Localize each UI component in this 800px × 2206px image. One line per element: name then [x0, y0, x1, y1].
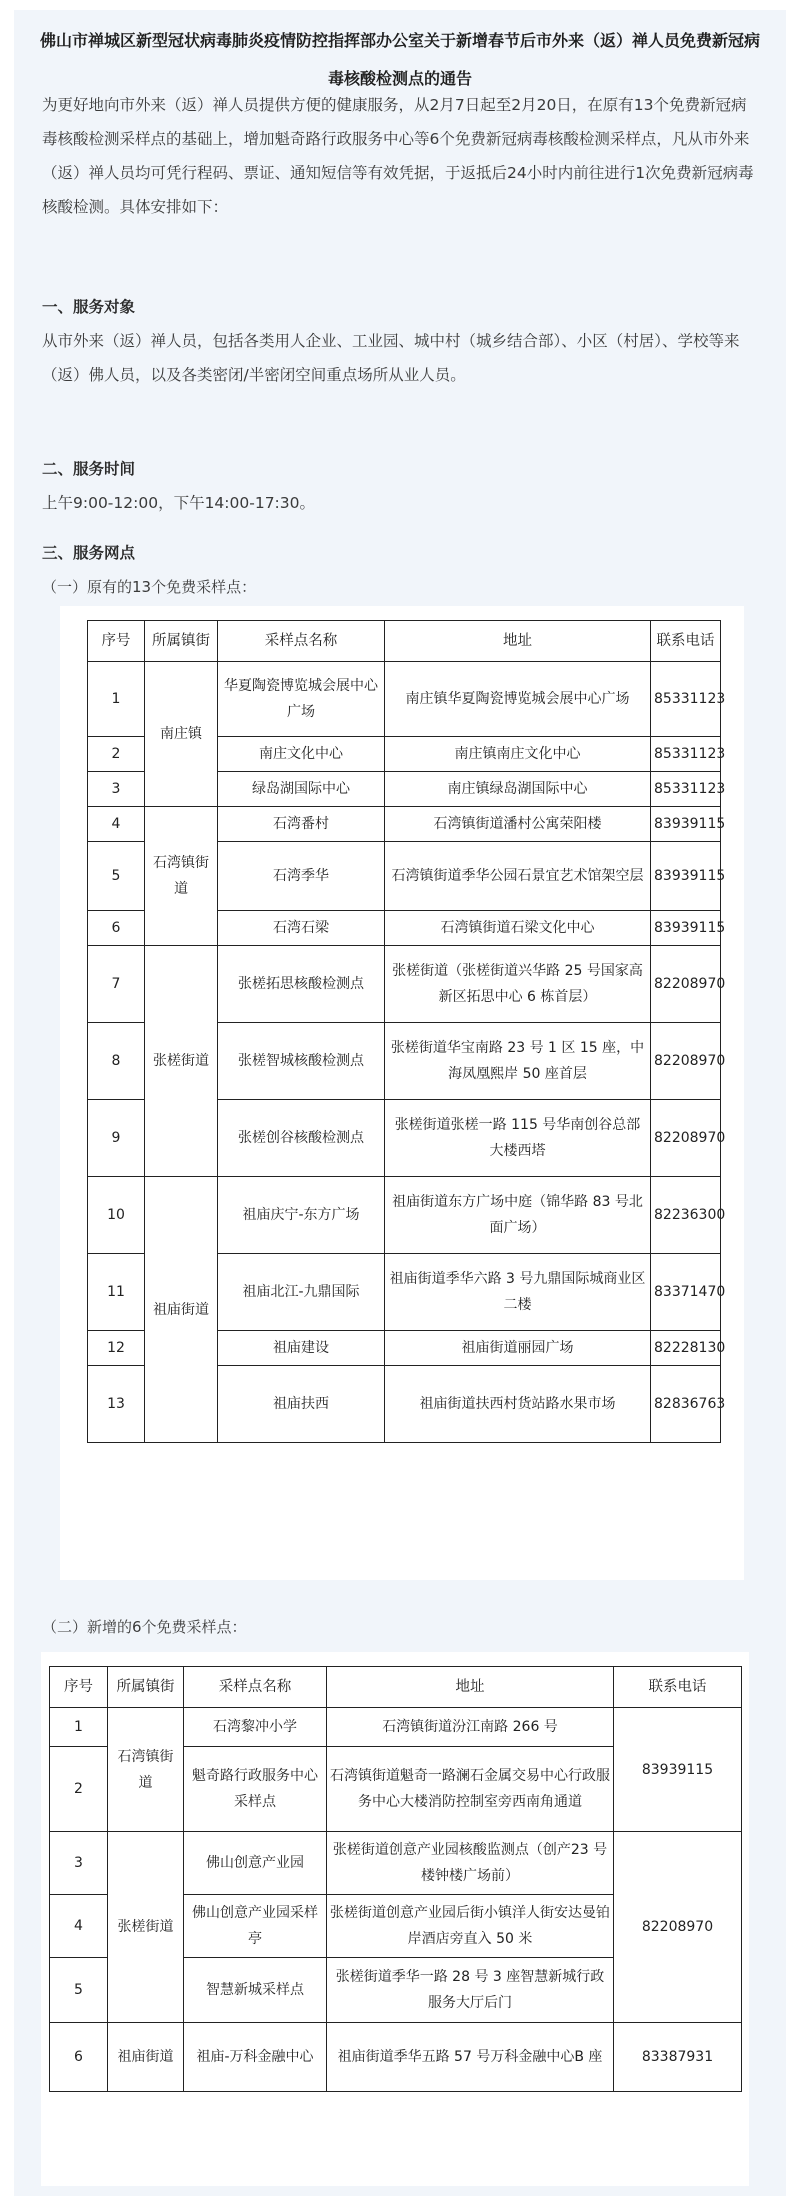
table2 [49, 1666, 742, 2092]
section2-heading: 二、服务时间 [42, 460, 136, 478]
section3-sub2: （二）新增的6个免费采样点： [42, 1618, 247, 1636]
site-name: 南庄文化中心 [218, 737, 385, 772]
site-address: 祖庙街道季华六路 3 号九鼎国际城商业区二楼 [385, 1254, 651, 1331]
contact-phone: 82208970 [651, 946, 721, 1023]
contact-phone: 83939115 [651, 911, 721, 946]
contact-phone: 82236300 [651, 1177, 721, 1254]
district-cell: 张槎街道 [108, 1832, 184, 2023]
site-name: 祖庙建设 [218, 1331, 385, 1366]
row-number: 1 [88, 662, 145, 737]
site-name: 祖庙扶西 [218, 1366, 385, 1443]
contact-phone: 85331123 [651, 737, 721, 772]
row-number: 2 [88, 737, 145, 772]
site-name: 祖庙北江-九鼎国际 [218, 1254, 385, 1331]
contact-phone: 83387931 [614, 2023, 742, 2092]
header-address: 地址 [327, 1667, 614, 1708]
row-number: 3 [50, 1832, 108, 1895]
site-name: 祖庙-万科金融中心 [184, 2023, 327, 2092]
table-row [88, 807, 721, 842]
site-name: 石湾石梁 [218, 911, 385, 946]
page-title: 佛山市禅城区新型冠状病毒肺炎疫情防控指挥部办公室关于新增春节后市外来（返）禅人员免费新冠病毒核酸检测点的通告 [39, 31, 760, 88]
site-address: 石湾镇街道魁奇一路澜石金属交易中心行政服务中心大楼消防控制室旁西南角通道 [327, 1747, 614, 1832]
contact-phone: 82208970 [651, 1023, 721, 1100]
site-address: 张槎街道季华一路 28 号 3 座智慧新城行政服务大厅后门 [327, 1958, 614, 2023]
contact-phone: 82208970 [651, 1100, 721, 1177]
site-address: 南庄镇南庄文化中心 [385, 737, 651, 772]
site-address: 南庄镇华夏陶瓷博览城会展中心广场 [385, 662, 651, 737]
intro-paragraph: 为更好地向市外来（返）禅人员提供方便的健康服务，从2月7日起至2月20日，在原有13个免费新冠病毒核酸检测采样点的基础上，增加魁奇路行政服务中心等6个免费新冠病毒核酸检测采样点，凡从市外来（返）禅人员均可凭行程码、票证、通知短信等有效凭据，于返抵后24小时内前往进行1次免费新冠病毒核酸检测。具体安排如下： [42, 96, 754, 216]
contact-phone: 83939115 [651, 807, 721, 842]
site-address: 石湾镇街道石梁文化中心 [385, 911, 651, 946]
site-address: 张槎街道创意产业园核酸监测点（创产23 号楼钟楼广场前） [327, 1832, 614, 1895]
contact-phone: 83371470 [651, 1254, 721, 1331]
table-header-row [50, 1667, 742, 1708]
site-address: 祖庙街道东方广场中庭（锦华路 83 号北面广场） [385, 1177, 651, 1254]
contact-phone: 83939115 [651, 842, 721, 911]
row-number: 5 [50, 1958, 108, 2023]
site-address: 石湾镇街道潘村公寓荣阳楼 [385, 807, 651, 842]
section3-sub1: （一）原有的13个免费采样点： [42, 578, 257, 596]
header-no: 序号 [88, 621, 145, 662]
site-address: 祖庙街道丽园广场 [385, 1331, 651, 1366]
row-number: 4 [50, 1895, 108, 1958]
site-address: 祖庙街道扶西村货站路水果市场 [385, 1366, 651, 1443]
header-site-name: 采样点名称 [184, 1667, 327, 1708]
table2-card [41, 1652, 749, 2186]
row-number: 6 [88, 911, 145, 946]
site-address: 张槎街道张槎一路 115 号华南创谷总部大楼西塔 [385, 1100, 651, 1177]
site-name: 石湾番村 [218, 807, 385, 842]
row-number: 13 [88, 1366, 145, 1443]
row-number: 12 [88, 1331, 145, 1366]
site-address: 南庄镇绿岛湖国际中心 [385, 772, 651, 807]
table-header-row [88, 621, 721, 662]
site-address: 张槎街道创意产业园后街小镇洋人街安达曼铂岸酒店旁直入 50 米 [327, 1895, 614, 1958]
section3-heading: 三、服务网点 [42, 544, 136, 562]
site-name: 石湾季华 [218, 842, 385, 911]
table-row [88, 946, 721, 1023]
row-number: 3 [88, 772, 145, 807]
contact-phone: 82836763 [651, 1366, 721, 1443]
row-number: 11 [88, 1254, 145, 1331]
site-address: 张槎街道（张槎街道兴华路 25 号国家高新区拓思中心 6 栋首层） [385, 946, 651, 1023]
header-district: 所属镇街 [108, 1667, 184, 1708]
site-name: 绿岛湖国际中心 [218, 772, 385, 807]
notice-page [14, 10, 786, 2196]
row-number: 7 [88, 946, 145, 1023]
site-name: 佛山创意产业园 [184, 1832, 327, 1895]
district-cell: 祖庙街道 [108, 2023, 184, 2092]
row-number: 2 [50, 1747, 108, 1832]
site-name: 张槎拓思核酸检测点 [218, 946, 385, 1023]
row-number: 5 [88, 842, 145, 911]
table-row [50, 1832, 742, 1895]
site-name: 佛山创意产业园采样亭 [184, 1895, 327, 1958]
district-cell: 张槎街道 [145, 946, 218, 1177]
site-address: 石湾镇街道汾江南路 266 号 [327, 1708, 614, 1747]
row-number: 10 [88, 1177, 145, 1254]
site-name: 祖庙庆宁-东方广场 [218, 1177, 385, 1254]
site-name: 智慧新城采样点 [184, 1958, 327, 2023]
site-address: 张槎街道华宝南路 23 号 1 区 15 座，中海凤凰熙岸 50 座首层 [385, 1023, 651, 1100]
table-row [88, 662, 721, 737]
site-name: 石湾黎冲小学 [184, 1708, 327, 1747]
contact-phone: 82208970 [614, 1832, 742, 2023]
district-cell: 南庄镇 [145, 662, 218, 807]
table-row [50, 1708, 742, 1747]
site-name: 张槎智城核酸检测点 [218, 1023, 385, 1100]
row-number: 8 [88, 1023, 145, 1100]
contact-phone: 85331123 [651, 772, 721, 807]
site-name: 魁奇路行政服务中心采样点 [184, 1747, 327, 1832]
row-number: 9 [88, 1100, 145, 1177]
table-row [50, 2023, 742, 2092]
header-phone: 联系电话 [614, 1667, 742, 1708]
district-cell: 祖庙街道 [145, 1177, 218, 1443]
table1-card [60, 606, 744, 1580]
site-address: 祖庙街道季华五路 57 号万科金融中心B 座 [327, 2023, 614, 2092]
contact-phone: 82228130 [651, 1331, 721, 1366]
section1-body: 从市外来（返）禅人员，包括各类用人企业、工业园、城中村（城乡结合部）、小区（村居）、学校等来（返）佛人员，以及各类密闭/半密闭空间重点场所从业人员。 [42, 332, 740, 384]
site-address: 石湾镇街道季华公园石景宜艺术馆架空层 [385, 842, 651, 911]
row-number: 6 [50, 2023, 108, 2092]
header-site-name: 采样点名称 [218, 621, 385, 662]
table1 [87, 620, 726, 1443]
header-district: 所属镇街 [145, 621, 218, 662]
site-name: 张槎创谷核酸检测点 [218, 1100, 385, 1177]
district-cell: 石湾镇街道 [108, 1708, 184, 1832]
district-cell: 石湾镇街道 [145, 807, 218, 946]
header-no: 序号 [50, 1667, 108, 1708]
contact-phone: 85331123 [651, 662, 721, 737]
contact-phone: 83939115 [614, 1708, 742, 1832]
section2-body: 上午9:00-12:00，下午14:00-17:30。 [42, 494, 315, 512]
section1-heading: 一、服务对象 [42, 298, 136, 316]
table-row [88, 1177, 721, 1254]
row-number: 4 [88, 807, 145, 842]
row-number: 1 [50, 1708, 108, 1747]
header-address: 地址 [385, 621, 651, 662]
site-name: 华夏陶瓷博览城会展中心广场 [218, 662, 385, 737]
header-phone: 联系电话 [651, 621, 721, 662]
